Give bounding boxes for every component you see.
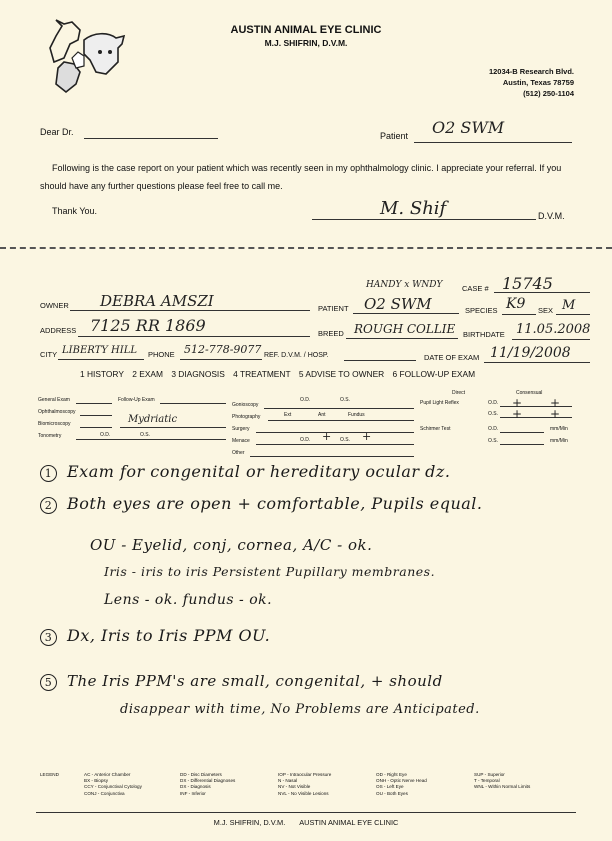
gonioscopy-line (264, 408, 414, 409)
photo-fundus: Fundus (348, 412, 365, 418)
legend-col-2: DD - Disc Diameters DX - Differential Diagnoses DX - Diagnosis INF - Inferior (180, 772, 236, 796)
photography-line (268, 420, 414, 421)
exam-tonometry: Tonometry (38, 433, 62, 439)
menace-os: O.S. (340, 437, 351, 443)
step-legend (80, 369, 481, 379)
species-label: SPECIES (465, 306, 498, 315)
sex-label: SEX (538, 306, 554, 315)
surgery-line (256, 432, 414, 433)
city-line (58, 359, 144, 360)
exam-date-label: DATE OF EXAM (424, 353, 480, 362)
schirmer-label: Schirmer Test (420, 426, 451, 432)
patient-line (353, 313, 459, 314)
note-2c: Lens - ok. fundus - ok. (104, 592, 273, 608)
letter-patient-line (414, 142, 572, 143)
species-value: K9 (506, 296, 526, 312)
col-os: O.S. (340, 397, 351, 403)
address-value: 7125 RR 1869 (90, 316, 206, 335)
plr-od: O.D. (488, 400, 499, 406)
menace-od-value: + (322, 430, 332, 443)
photo-ext: Ext (284, 412, 292, 418)
step-exam: 2 EXAM (132, 369, 163, 379)
thank-you: Thank You. (52, 206, 98, 216)
ref-label: REF. D.V.M. / HOSP. (264, 352, 329, 359)
letter-patient-label: Patient (380, 131, 409, 141)
menace-line (256, 444, 414, 445)
footer-doctor: M.J. SHIFRIN, D.V.M. (213, 818, 286, 827)
exam-general: General Exam (38, 397, 70, 403)
signature: M. Shif (380, 198, 447, 219)
dear-line (84, 138, 218, 139)
menace-os-value: + (362, 430, 372, 443)
exam-follow-up: Follow-Up Exam (118, 397, 155, 403)
dvm-label: D.V.M. (538, 211, 565, 221)
species-line (502, 314, 536, 315)
mydriatic-value: Mydriatic (128, 414, 178, 425)
photo-ant: Ant (318, 412, 326, 418)
note-5-text: The Iris PPM's are small, congenital, + should (67, 672, 443, 690)
note-1-text: Exam for congenital or hereditary ocular dz. (67, 462, 451, 481)
schirmer-od-unit: mm/Min (550, 426, 568, 432)
tear-line (0, 247, 612, 249)
plr-label: Pupil Light Reflex (420, 400, 459, 406)
col-od: O.D. (300, 397, 311, 403)
ref-line (344, 360, 416, 361)
other-line (250, 456, 414, 457)
breed-value: ROUGH COLLIE (354, 322, 456, 336)
sex-line (556, 314, 590, 315)
step-follow-up: 6 FOLLOW-UP EXAM (392, 369, 476, 379)
exam-ophthalmoscopy: Ophthalmoscopy (38, 409, 76, 415)
sex-value: M (562, 298, 576, 313)
note-1-number: 1 (40, 465, 57, 482)
phone-line (180, 359, 262, 360)
breed-line (346, 338, 458, 339)
exam-biomicroscopy: Biomicroscopy (38, 421, 71, 427)
handy-label: HANDY x WNDY (366, 280, 443, 290)
legend-title: LEGEND (40, 772, 59, 777)
tonometry-os: O.S. (140, 432, 151, 438)
letter-patient-value: O2 SWM (432, 118, 505, 137)
note-5-number: 5 (40, 674, 57, 691)
step-history: 1 HISTORY (80, 369, 124, 379)
exam-ophthalmoscopy-line (80, 415, 112, 416)
plr-consensual: Consensual (516, 390, 543, 396)
breed-label: BREED (318, 329, 344, 338)
mydriatic-line (120, 427, 226, 428)
note-1 (40, 462, 450, 482)
clinic-name: AUSTIN ANIMAL EYE CLINIC (230, 24, 382, 36)
exam-surgery: Surgery (232, 426, 250, 432)
exam-other: Other (232, 450, 245, 456)
case-value: 15745 (502, 274, 553, 293)
plr-os-direct: + (512, 407, 523, 421)
clinic-address: 12034-B Research Blvd. Austin, Texas 78759 (512) 250-1104 (488, 67, 574, 98)
exam-tonometry-line (76, 439, 226, 440)
note-5 (40, 672, 443, 691)
schirmer-os-line (500, 444, 544, 445)
step-treatment: 4 TREATMENT (233, 369, 291, 379)
schirmer-od-line (500, 432, 544, 433)
plr-direct: Direct (452, 390, 466, 396)
patient-value: O2 SWM (364, 295, 432, 313)
exam-date-value: 11/19/2008 (490, 345, 571, 361)
schirmer-od: O.D. (488, 426, 499, 432)
note-2b: Iris - iris to iris Persistent Pupillary membranes. (104, 564, 436, 579)
owner-line (70, 310, 310, 311)
step-diagnosis: 3 DIAGNOSIS (171, 369, 225, 379)
note-5b: disappear with time, No Problems are Anticipated. (120, 702, 480, 717)
letter-body: Following is the case report on your patient which was recently seen in my ophthalmology clinic. I appreciate your referral. If you should have any further questions please feel free to call me. (40, 163, 562, 191)
plr-os: O.S. (488, 411, 499, 417)
phone-value: 512-778-9077 (184, 343, 262, 356)
schirmer-os-unit: mm/Min (550, 438, 568, 444)
menace-od: O.D. (300, 437, 311, 443)
note-3-text: Dx, Iris to Iris PPM OU. (67, 626, 271, 645)
footer (0, 818, 612, 827)
patient-label: PATIENT (318, 304, 349, 313)
birthdate-value: 11.05.2008 (516, 322, 591, 337)
owner-label: OWNER (40, 301, 69, 310)
plr-od-line (500, 406, 572, 407)
birthdate-line (512, 339, 590, 340)
note-3 (40, 626, 270, 646)
address-line (78, 336, 310, 337)
city-value: LIBERTY HILL (62, 345, 137, 356)
case-label: CASE # (462, 284, 489, 293)
exam-gonioscopy: Gonioscopy (232, 402, 259, 408)
plr-od-direct: + (512, 396, 523, 410)
legend-col-5: SUP - Superior T - Temporal WNL - Within Normal Limits (474, 772, 531, 790)
dear-label: Dear Dr. (40, 127, 74, 137)
birthdate-label: BIRTHDATE (463, 330, 505, 339)
owner-value: DEBRA AMSZI (100, 292, 214, 310)
note-2-text: Both eyes are open + comfortable, Pupils equal. (67, 494, 483, 513)
exam-date-line (484, 362, 590, 363)
exam-biomicroscopy-line (80, 427, 112, 428)
tonometry-od: O.D. (100, 432, 111, 438)
schirmer-os: O.S. (488, 438, 499, 444)
note-3-number: 3 (40, 629, 57, 646)
plr-os-consensual: + (550, 407, 561, 421)
signature-line (312, 219, 536, 220)
footer-clinic: AUSTIN ANIMAL EYE CLINIC (299, 818, 399, 827)
legend-col-3: IOP - Intraocular Pressure N - Nasal NV - Not Visible NVL - No Visible Lesions (278, 772, 332, 796)
note-2a: OU - Eyelid, conj, cornea, A/C - ok. (90, 536, 373, 554)
legend-col-4: OD - Right Eye ONH - Optic Nerve Head OS - Left Eye OU - Both Eyes (376, 772, 427, 796)
plr-os-line (500, 417, 572, 418)
step-advise: 5 ADVISE TO OWNER (298, 369, 385, 379)
exam-general-line (76, 403, 112, 404)
exam-follow-up-line (160, 403, 226, 404)
clinic-doctor: M.J. SHIFRIN, D.V.M. (264, 38, 348, 48)
city-label: CITY (40, 350, 58, 359)
plr-od-consensual: + (550, 396, 561, 410)
footer-rule (36, 812, 576, 813)
exam-photography: Photography (232, 414, 261, 420)
legend-col-1: AC - Anterior Chamber BX - Biopsy CCY - Conjunctival Cytology CONJ - Conjunctiva (84, 772, 142, 796)
note-2 (40, 494, 483, 514)
exam-menace: Menace (232, 438, 250, 444)
note-2-number: 2 (40, 497, 57, 514)
address-label: ADDRESS (40, 326, 77, 335)
phone-label: PHONE (148, 350, 175, 359)
